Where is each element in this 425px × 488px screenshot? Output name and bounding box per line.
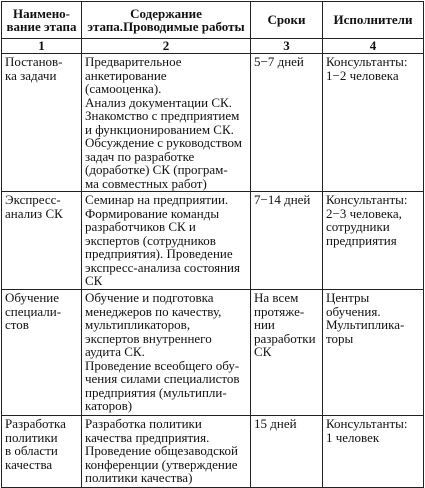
cell-text-line: качества [5, 456, 53, 472]
cell-text-line: аудита СК. [85, 344, 145, 359]
cell-text-line: ка задачи [5, 67, 57, 83]
cell-text-line: предприятия). Проведение [85, 246, 233, 261]
cell-text-line: Мультиплика- [326, 317, 405, 332]
stage-cell [2, 416, 82, 488]
cell-text-line: разработчиков СК и [85, 219, 196, 234]
table-row [2, 416, 424, 488]
cell-text-line: Проведение общезаводской [85, 443, 238, 458]
executors-cell [323, 192, 424, 290]
cell-text-line: Сроки [267, 12, 306, 28]
cell-text-line: 1 человек [326, 429, 380, 445]
cell-text-line: экспертов (сотрудников [85, 232, 216, 248]
cell-text-line: Проводимые работы [123, 19, 245, 34]
cell-text-line: Обучение [5, 290, 59, 305]
column-number: 4 [323, 39, 424, 54]
cell-text-line: политики [5, 429, 58, 445]
header-row [2, 2, 424, 39]
header-executors [323, 2, 424, 39]
term-cell [251, 192, 323, 290]
cell-text-line: (доработке) СК (програм- [85, 162, 228, 177]
content-cell [82, 54, 251, 192]
term-cell [251, 290, 323, 416]
cell-text-line: Консультанты: [326, 54, 408, 69]
cell-text-line: в области [5, 443, 58, 458]
cell-text-line: экспертов внутреннего [85, 330, 212, 346]
cell-text-line: Обсуждение с руководством [85, 135, 243, 150]
cell-text-line: Формирование команды [85, 205, 220, 221]
header-term [251, 2, 323, 39]
cell-text-line: Семинар на предприятии. [85, 192, 229, 207]
table-row [2, 192, 424, 290]
term-cell [251, 54, 323, 192]
cell-text-line: менеджеров по качеству, [85, 303, 222, 319]
cell-text-line: Разработка [5, 416, 66, 431]
cell-text-line: и функционированием СК. [85, 121, 234, 137]
cell-text-line: 1−2 человека [326, 67, 399, 83]
content-cell [82, 290, 251, 416]
cell-text-line: анкетирование [85, 67, 167, 83]
cell-text-line: Экспресс- [5, 192, 61, 207]
executors-cell [323, 290, 424, 416]
cell-text-line: специали- [5, 303, 62, 319]
cell-text-line: каторов) [85, 398, 133, 413]
cell-text-line: 2−3 человека, [326, 205, 402, 221]
cell-text-line: качества предприятия. [85, 429, 210, 445]
executors-cell [323, 416, 424, 488]
cell-text-line: нии [254, 317, 275, 332]
cell-text-line: протяже- [254, 303, 305, 319]
cell-text-line: СК [85, 273, 103, 288]
cell-text-line: конференции (утверждение [85, 456, 238, 472]
header-stage [2, 2, 82, 39]
executors-cell [323, 54, 424, 192]
header-content [82, 2, 251, 39]
cell-text-line: Консультанты: [326, 416, 408, 431]
column-number: 1 [2, 39, 82, 54]
cell-text-line: Анализ документации СК. [85, 94, 232, 110]
cell-text-line: экспресс-анализа состояния [85, 259, 240, 275]
cell-text-line: На всем [254, 290, 299, 305]
stage-cell [2, 290, 82, 416]
cell-text-line: (самооценка). [85, 81, 162, 96]
column-number-row [2, 39, 424, 54]
cell-text-line: предприятия [326, 232, 397, 248]
cell-text-line: торы [326, 330, 354, 346]
column-number: 3 [251, 39, 323, 54]
cell-text-line: Исполнители [333, 12, 413, 28]
cell-text-line: Содержание этапа. [87, 5, 202, 34]
cell-text-line: политики качества) [85, 470, 193, 485]
cell-text-line: стов [5, 317, 29, 332]
cell-text-line: 15 дней [254, 416, 297, 431]
content-cell [82, 192, 251, 290]
cell-text-line: анализ СК [5, 205, 63, 221]
cell-text-line: Консультанты: [326, 192, 408, 207]
cell-text-line: Постанов- [5, 54, 63, 69]
table-row [2, 290, 424, 416]
cell-text-line: разработки [254, 330, 316, 346]
cell-text-line: Проведение всеобщего обу- [85, 357, 240, 373]
cell-text-line: Обучение и подготовка [85, 290, 214, 305]
cell-text-line: мультипликаторов, [85, 317, 191, 332]
cell-text-line: Знакомство с предприятием [85, 108, 240, 123]
cell-text-line: Наимено- [12, 5, 71, 21]
cell-text-line: задач по разработке [85, 148, 195, 164]
stage-cell [2, 54, 82, 192]
content-cell [82, 416, 251, 488]
stage-cell [2, 192, 82, 290]
cell-text-line: чения силами специалистов [85, 371, 240, 386]
cell-text-line: ма совместных работ) [85, 175, 207, 191]
cell-text-line: предприятия (мультипли- [85, 384, 227, 400]
term-cell [251, 416, 323, 488]
cell-text-line: вание этапа [6, 19, 77, 34]
cell-text-line: Центры [326, 290, 370, 305]
cell-text-line: Предварительное [85, 54, 182, 69]
cell-text-line: 7−14 дней [254, 192, 311, 207]
cell-text-line: обучения. [326, 303, 381, 319]
work-stages-table [1, 1, 424, 488]
cell-text-line: Разработка политики [85, 416, 202, 431]
cell-text-line: СК [254, 344, 272, 359]
table-row [2, 54, 424, 192]
column-number: 2 [82, 39, 251, 54]
cell-text-line: сотрудники [326, 219, 390, 234]
cell-text-line: 5−7 дней [254, 54, 304, 69]
